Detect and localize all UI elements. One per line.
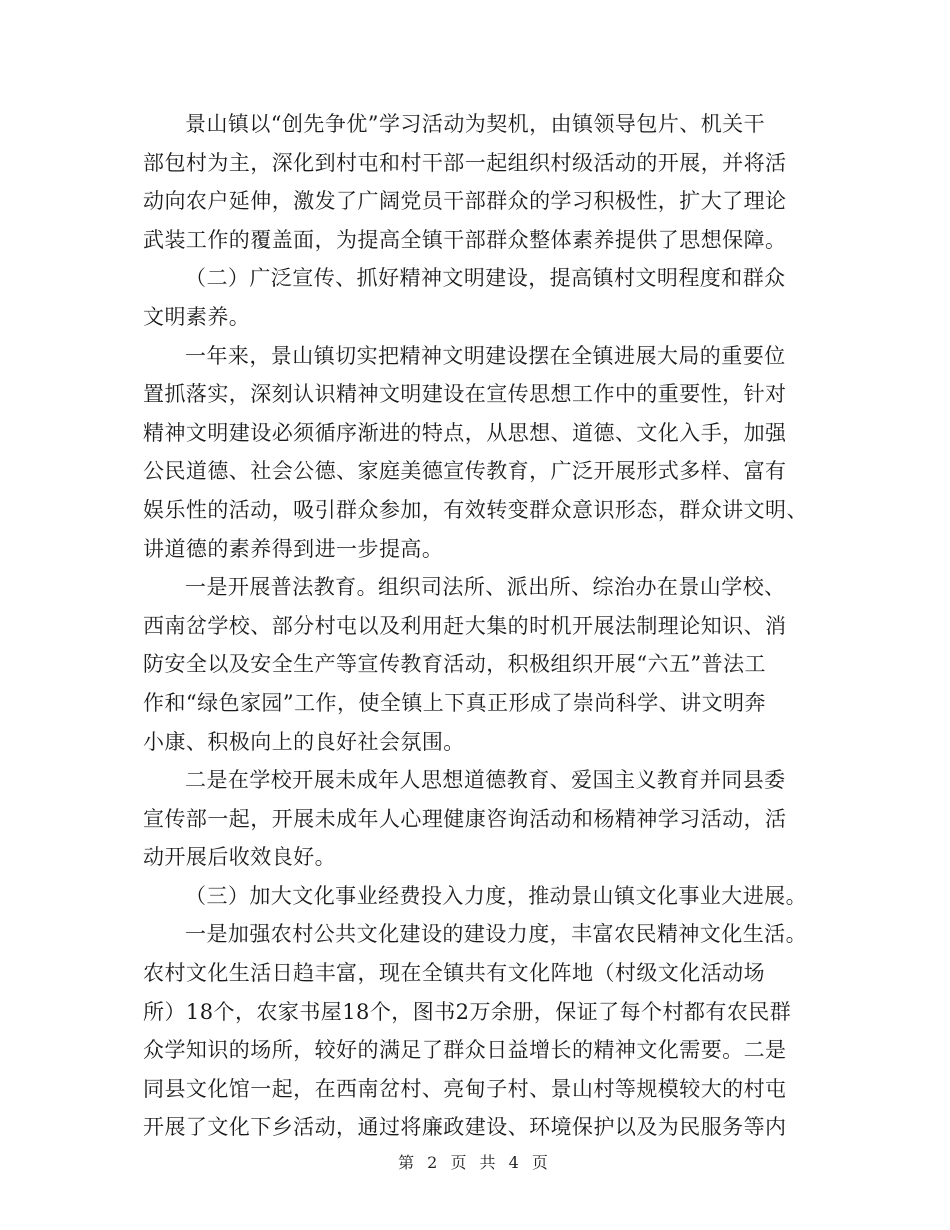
text-line: 动向农户延伸，激发了广阔党员干部群众的学习积极性，扩大了理论 xyxy=(143,189,787,214)
text-line: 公民道德、社会公德、家庭美德宣传教育，广泛开展形式多样、富有 xyxy=(143,459,787,484)
text-line: （三）加大文化事业经费投入力度，推动景山镇文化事业大进展。 xyxy=(185,883,808,908)
text-line: 置抓落实，深刻认识精神文明建设在宣传思想工作中的重要性，针对 xyxy=(143,382,787,407)
text-line: 所）18个，农家书屋18个，图书2万余册，保证了每个村都有农民群 xyxy=(143,999,792,1024)
text-line: 精神文明建设必须循序渐进的特点，从思想、道德、文化入手，加强 xyxy=(143,420,787,445)
text-line: 娱乐性的活动，吸引群众参加，有效转变群众意识形态，群众讲文明、 xyxy=(143,497,808,522)
text-line: 开展了文化下乡活动，通过将廉政建设、环境保护以及为民服务等内 xyxy=(143,1115,787,1140)
text-line: 一年来，景山镇切实把精神文明建设摆在全镇进展大局的重要位 xyxy=(185,343,786,368)
text-line: 景山镇以“创先争优”学习活动为契机，由镇领导包片、机关干 xyxy=(185,112,766,136)
text-line: 作和“绿色家园”工作，使全镇上下真正形成了崇尚科学、讲文明奔 xyxy=(143,690,766,715)
text-line: 宣传部一起，开展未成年人心理健康咨询活动和杨精神学习活动，活 xyxy=(143,806,787,831)
text-line: （二）广泛宣传、抓好精神文明建设，提高镇村文明程度和群众 xyxy=(185,266,786,291)
text-line: 众学知识的场所，较好的满足了群众日益增长的精神文化需要。二是 xyxy=(143,1038,787,1063)
text-line: 小康、积极向上的良好社会氛围。 xyxy=(143,729,465,754)
text-line: 文明素养。 xyxy=(143,304,251,329)
page-footer: 第 2 页 共 4 页 xyxy=(398,1153,552,1172)
text-line: 讲道德的素养得到进一步提高。 xyxy=(143,536,444,561)
text-line: 同县文化馆一起，在西南岔村、亮甸子村、景山村等规模较大的村屯 xyxy=(143,1076,787,1101)
text-line: 部包村为主，深化到村屯和村干部一起组织村级活动的开展，并将活 xyxy=(143,150,787,175)
text-line: 防安全以及安全生产等宣传教育活动，积极组织开展“六五”普法工 xyxy=(143,652,766,677)
text-line: 武装工作的覆盖面，为提高全镇干部群众整体素养提供了思想保障。 xyxy=(143,227,787,252)
body-text xyxy=(143,105,808,1147)
text-line: 一是加强农村公共文化建设的建设力度，丰富农民精神文化生活。 xyxy=(185,922,808,947)
text-line: 一是开展普法教育。组织司法所、派出所、综治办在景山学校、 xyxy=(185,575,786,600)
text-line: 农村文化生活日趋丰富，现在全镇共有文化阵地（村级文化活动场 xyxy=(143,961,766,986)
text-line: 西南岔学校、部分村屯以及利用赶大集的时机开展法制理论知识、消 xyxy=(143,613,787,638)
text-line: 动开展后收效良好。 xyxy=(143,845,337,870)
text-line: 二是在学校开展未成年人思想道德教育、爱国主义教育并同县委 xyxy=(185,768,786,793)
